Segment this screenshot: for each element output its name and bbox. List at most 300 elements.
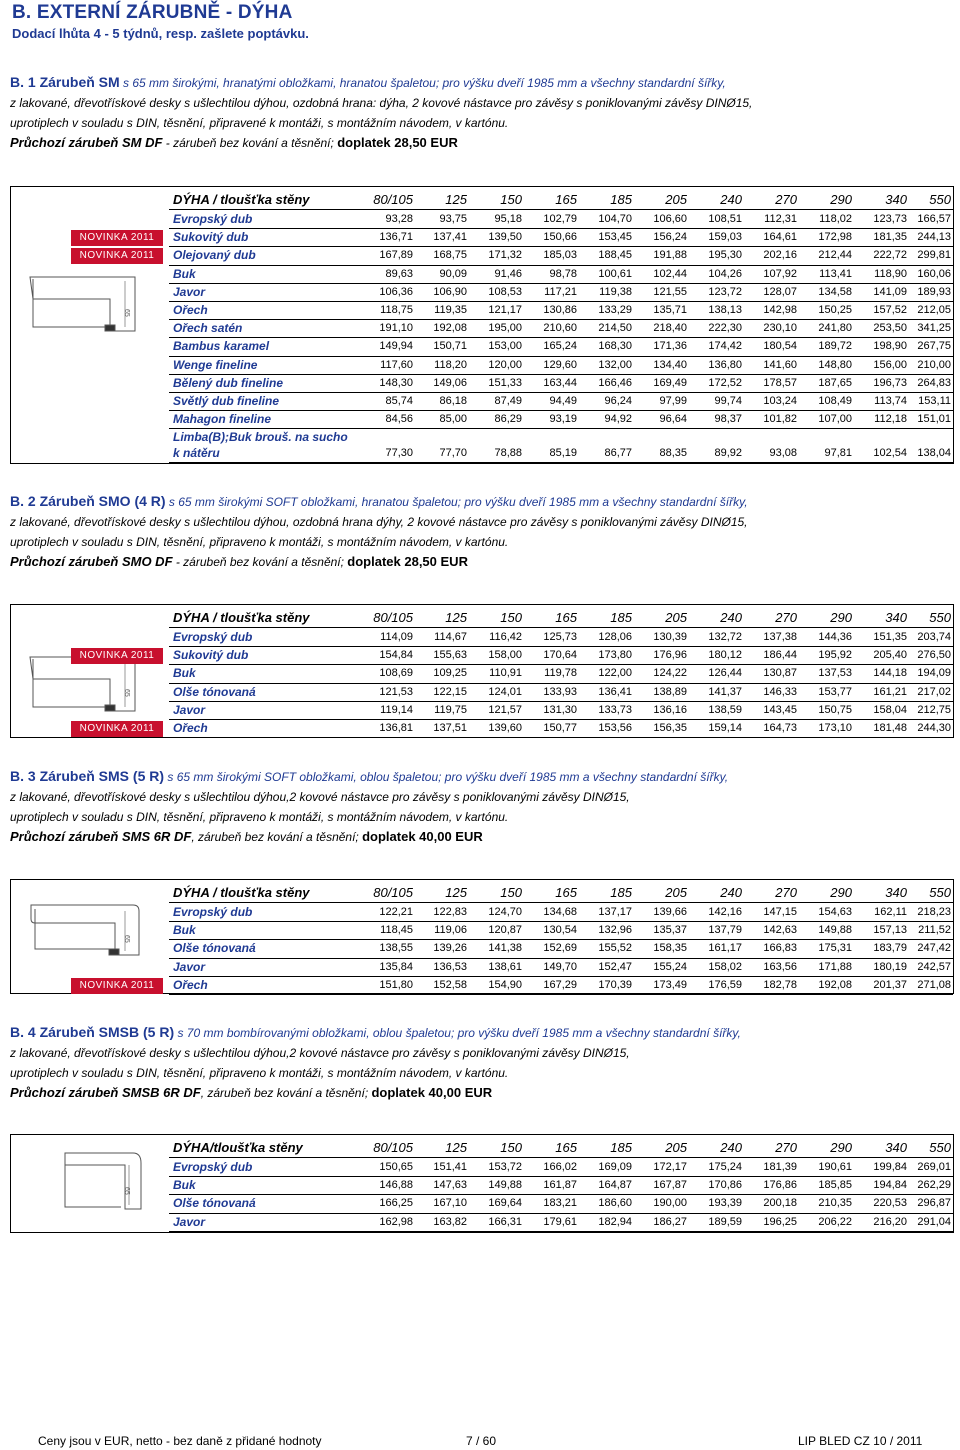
- price-cell: 149,06: [433, 376, 467, 389]
- header-underline: [169, 1157, 953, 1158]
- price-cell: 168,30: [598, 340, 632, 353]
- price-cell: 144,36: [818, 631, 852, 643]
- section-title-name: B. 1 Zárubeň SM: [10, 74, 120, 90]
- price-cell: 171,88: [818, 960, 852, 973]
- table-row: [11, 922, 953, 940]
- header-label: DÝHA/tloušťka stěny: [173, 1140, 303, 1155]
- column-header: 165: [555, 885, 577, 900]
- dimension-label: 65: [123, 1187, 130, 1195]
- price-cell: 143,45: [763, 703, 797, 716]
- price-cell: 112,31: [764, 213, 797, 225]
- price-cell: 131,30: [543, 703, 577, 716]
- price-cell: 189,93: [917, 285, 951, 298]
- price-cell: 135,37: [653, 924, 687, 937]
- price-cell: 146,33: [763, 685, 797, 698]
- price-cell: 153,11: [918, 395, 951, 407]
- table-row: [11, 266, 953, 284]
- price-cell: 125,73: [543, 631, 577, 643]
- section-df-line: [10, 1085, 492, 1100]
- section-df-line: [10, 554, 468, 569]
- price-cell: 192,08: [433, 322, 467, 335]
- df-surcharge: doplatek 28,50 EUR: [337, 135, 458, 150]
- price-cell: 132,96: [598, 924, 632, 937]
- price-cell: 210,35: [818, 1197, 852, 1210]
- price-cell: 137,41: [433, 231, 467, 244]
- table-row: [11, 1195, 953, 1213]
- table-header-row: [11, 609, 953, 627]
- column-header: 165: [555, 610, 577, 625]
- price-cell: 107,92: [763, 267, 797, 280]
- price-cell: 100,61: [598, 267, 632, 280]
- table-row: [11, 429, 953, 463]
- price-cell: 296,87: [917, 1197, 951, 1210]
- price-cell: 151,80: [379, 978, 413, 991]
- table-row: [11, 375, 953, 393]
- column-header: 340: [885, 1140, 907, 1155]
- column-header: 240: [720, 1140, 742, 1155]
- price-cell: 113,41: [819, 267, 852, 280]
- price-cell: 210,00: [917, 358, 951, 371]
- column-header: 340: [885, 610, 907, 625]
- price-cell: 152,58: [433, 978, 467, 991]
- price-cell: 158,02: [708, 960, 742, 973]
- price-cell: 180,54: [763, 340, 797, 353]
- price-cell: 85,74: [385, 395, 413, 407]
- price-cell: 157,13: [873, 924, 907, 937]
- price-cell: 167,10: [433, 1197, 467, 1210]
- price-cell: 135,84: [379, 960, 413, 973]
- price-cell: 220,53: [873, 1197, 907, 1210]
- novinka-badge: NOVINKA 2011: [71, 978, 163, 994]
- row-label: Sukovitý dub: [173, 230, 249, 245]
- dimension-label: 65: [123, 935, 130, 943]
- price-cell: 121,53: [379, 685, 413, 698]
- price-cell: 171,32: [488, 249, 522, 262]
- price-cell: 120,87: [488, 924, 522, 937]
- novinka-badge: NOVINKA 2011: [71, 248, 163, 264]
- price-cell: 187,65: [818, 376, 852, 389]
- section-df-line: [10, 829, 483, 844]
- price-cell: 122,15: [433, 685, 467, 698]
- column-header: 185: [610, 610, 632, 625]
- section-description-line: uprotiplech v souladu s DIN, těsnění, připravené k montáži, s montážním návodem, v kartónu.: [10, 116, 509, 130]
- df-note: , zárubeň bez kování a těsnění;: [191, 830, 363, 844]
- price-cell: 152,69: [543, 942, 577, 955]
- price-cell: 129,60: [543, 358, 577, 371]
- row-label: Evropský dub: [173, 905, 253, 919]
- df-name: Průchozí zárubeň SMS 6R DF: [10, 829, 192, 844]
- row-label: Buk: [173, 923, 196, 938]
- price-table: [10, 604, 954, 738]
- section-description-line: z lakované, dřevotřískové desky s ušlechtilou dýhou, ozdobná hrana: dýha, 2 kovové nástavce pro závěsy s poniklovanými závěsy DINØ15,: [10, 96, 753, 110]
- row-label: Javor: [173, 959, 206, 974]
- price-cell: 186,27: [653, 1215, 687, 1228]
- row-label: Wenge fineline: [173, 357, 258, 372]
- table-row: [11, 665, 953, 683]
- table-row: [11, 393, 953, 411]
- price-table: [10, 186, 954, 464]
- price-cell: 341,25: [917, 322, 951, 335]
- price-cell: 156,00: [873, 358, 907, 371]
- price-cell: 114,09: [380, 631, 413, 643]
- price-cell: 122,83: [433, 906, 467, 918]
- header-underline: [169, 209, 953, 210]
- column-header: 205: [665, 192, 687, 207]
- price-cell: 161,17: [708, 942, 742, 955]
- column-header: 550: [929, 610, 951, 625]
- table-row: [11, 647, 953, 665]
- price-cell: 166,83: [763, 942, 797, 955]
- price-cell: 153,56: [598, 722, 632, 734]
- column-header: 150: [500, 192, 522, 207]
- section-description-line: z lakované, dřevotřískové desky s ušlechtilou dýhou, ozdobná hrana dýhy, 2 kovové nástavce pro závěsy s poniklovanými závěsy DINØ15,: [10, 515, 748, 529]
- row-label: Olše tónovaná: [173, 684, 256, 699]
- price-cell: 138,13: [708, 304, 742, 316]
- price-cell: 193,39: [708, 1197, 742, 1210]
- price-cell: 218,40: [653, 322, 687, 335]
- price-cell: 148,30: [379, 376, 413, 389]
- price-table: [10, 879, 954, 994]
- price-cell: 89,63: [385, 267, 413, 280]
- price-cell: 167,89: [379, 249, 413, 262]
- price-cell: 130,87: [763, 667, 797, 680]
- section-title-name: B. 2 Zárubeň SMO (4 R): [10, 493, 166, 509]
- price-cell: 269,01: [917, 1161, 951, 1173]
- price-cell: 99,74: [714, 395, 742, 407]
- column-header: 340: [885, 192, 907, 207]
- price-cell: 147,63: [433, 1179, 467, 1192]
- column-header: 150: [500, 885, 522, 900]
- table-header-row: [11, 884, 953, 902]
- column-header: 270: [775, 1140, 797, 1155]
- column-header: 205: [665, 610, 687, 625]
- price-cell: 119,35: [434, 304, 467, 316]
- row-label: Bělený dub fineline: [173, 375, 284, 390]
- price-cell: 244,13: [917, 231, 951, 244]
- row-underline: [169, 737, 953, 738]
- price-cell: 106,60: [653, 213, 687, 225]
- column-header: 80/105: [373, 610, 413, 625]
- price-cell: 89,92: [714, 447, 742, 460]
- price-cell: 170,64: [543, 649, 577, 662]
- price-cell: 168,75: [433, 249, 467, 262]
- price-cell: 90,09: [439, 267, 467, 280]
- row-label: Sukovitý dub: [173, 648, 249, 663]
- price-cell: 137,51: [433, 722, 467, 734]
- price-cell: 158,00: [488, 649, 522, 662]
- table-row: [11, 1214, 953, 1232]
- price-cell: 153,72: [488, 1161, 522, 1173]
- price-cell: 291,04: [917, 1215, 951, 1228]
- section-title-name: B. 3 Zárubeň SMS (5 R): [10, 768, 165, 784]
- section-description-line: uprotiplech v souladu s DIN, těsnění, připraveno k montáži, s montážním návodem, v kartónu.: [10, 535, 509, 549]
- price-cell: 139,26: [433, 942, 467, 955]
- price-cell: 169,64: [488, 1197, 522, 1210]
- section-description-line: uprotiplech v souladu s DIN, těsnění, připraveno k montáži, s montážním návodem, v kartónu.: [10, 810, 509, 824]
- price-cell: 137,17: [598, 906, 632, 918]
- price-cell: 171,36: [653, 340, 687, 353]
- price-cell: 164,87: [598, 1179, 632, 1192]
- price-cell: 167,29: [543, 978, 577, 991]
- price-cell: 151,01: [917, 413, 951, 426]
- price-cell: 121,55: [653, 285, 687, 298]
- price-cell: 173,49: [653, 978, 687, 991]
- price-cell: 182,78: [763, 978, 797, 991]
- column-header: 125: [445, 610, 467, 625]
- price-cell: 216,20: [873, 1215, 907, 1228]
- price-cell: 86,77: [604, 447, 632, 460]
- table-row: [11, 211, 953, 229]
- df-surcharge: doplatek 40,00 EUR: [362, 829, 483, 844]
- row-label: Olše tónovaná: [173, 1196, 256, 1211]
- price-cell: 119,75: [434, 703, 467, 716]
- price-cell: 185,03: [543, 249, 577, 262]
- price-cell: 182,94: [598, 1215, 632, 1228]
- price-cell: 206,22: [818, 1215, 852, 1228]
- price-cell: 142,16: [708, 906, 742, 918]
- price-cell: 186,44: [763, 649, 797, 662]
- column-header: 240: [720, 192, 742, 207]
- price-cell: 97,81: [824, 447, 852, 460]
- row-label: Buk: [173, 266, 196, 281]
- row-underline: [169, 994, 953, 995]
- price-cell: 244,30: [917, 722, 951, 734]
- df-surcharge: doplatek 40,00 EUR: [371, 1085, 493, 1100]
- price-cell: 163,82: [433, 1215, 467, 1228]
- price-cell: 88,35: [659, 447, 687, 460]
- price-cell: 108,49: [818, 395, 852, 407]
- price-cell: 124,70: [488, 906, 522, 918]
- column-header: 340: [885, 885, 907, 900]
- price-cell: 150,77: [543, 722, 577, 734]
- column-header: 550: [929, 1140, 951, 1155]
- price-cell: 217,02: [917, 685, 951, 698]
- price-cell: 101,82: [763, 413, 797, 426]
- row-label: Olejovaný dub: [173, 248, 256, 263]
- price-cell: 134,58: [818, 285, 852, 298]
- footer-code: LIP BLED CZ 10 / 2011: [798, 1434, 923, 1448]
- price-cell: 136,71: [379, 231, 413, 244]
- price-cell: 119,06: [434, 924, 467, 937]
- price-cell: 166,31: [488, 1215, 522, 1228]
- price-cell: 150,25: [818, 304, 852, 316]
- column-header: 125: [445, 192, 467, 207]
- price-cell: 230,10: [763, 322, 797, 335]
- price-cell: 126,44: [708, 667, 742, 680]
- price-cell: 195,30: [708, 249, 742, 262]
- price-cell: 133,93: [543, 685, 577, 698]
- section-df-line: [10, 135, 458, 150]
- table-row: [11, 1177, 953, 1195]
- footer-note: Ceny jsou v EUR, netto - bez daně z přidané hodnoty: [38, 1434, 322, 1448]
- section-description-line: uprotiplech v souladu s DIN, těsnění, připraveno k montáži, s montážním návodem, v kartónu.: [10, 1066, 509, 1080]
- price-cell: 152,47: [598, 960, 632, 973]
- price-cell: 199,84: [873, 1161, 907, 1173]
- price-cell: 87,49: [494, 395, 522, 407]
- price-cell: 149,88: [488, 1179, 522, 1192]
- column-header: 205: [665, 885, 687, 900]
- price-cell: 180,12: [708, 649, 742, 662]
- price-cell: 118,45: [380, 924, 413, 937]
- price-cell: 96,64: [659, 413, 687, 426]
- price-cell: 155,52: [598, 942, 632, 955]
- price-cell: 189,59: [708, 1215, 742, 1228]
- price-cell: 183,21: [543, 1197, 577, 1210]
- price-cell: 106,90: [433, 285, 467, 298]
- price-cell: 130,86: [543, 304, 577, 316]
- header-label: DÝHA / tloušťka stěny: [173, 192, 310, 207]
- row-label: Buk: [173, 666, 196, 681]
- price-cell: 158,35: [653, 942, 687, 955]
- price-cell: 141,09: [873, 285, 907, 298]
- price-cell: 157,52: [873, 304, 907, 316]
- header-underline: [169, 627, 953, 628]
- price-cell: 141,37: [708, 685, 742, 698]
- price-cell: 84,56: [385, 413, 413, 426]
- price-cell: 102,79: [543, 213, 577, 225]
- price-cell: 94,92: [604, 413, 632, 426]
- price-cell: 191,10: [379, 322, 413, 335]
- price-cell: 178,57: [763, 376, 797, 389]
- price-cell: 137,53: [818, 667, 852, 680]
- price-cell: 188,45: [598, 249, 632, 262]
- price-cell: 118,75: [380, 304, 413, 316]
- column-header: 125: [445, 885, 467, 900]
- price-cell: 189,72: [818, 340, 852, 353]
- price-cell: 276,50: [917, 649, 951, 662]
- table-row: [11, 229, 953, 247]
- price-cell: 163,44: [543, 376, 577, 389]
- row-label: Mahagon fineline: [173, 412, 272, 427]
- price-cell: 108,51: [708, 213, 742, 225]
- section-title-description: s 65 mm širokými SOFT obložkami, oblou špaletou; pro výšku dveří 1985 mm a všechny standardní šířky,: [164, 770, 729, 784]
- table-row: [11, 357, 953, 375]
- price-cell: 147,15: [763, 906, 797, 918]
- price-cell: 160,06: [917, 267, 951, 280]
- section-title-name: B. 4 Zárubeň SMSB (5 R): [10, 1024, 175, 1040]
- price-cell: 158,04: [873, 703, 907, 716]
- price-cell: 166,25: [379, 1197, 413, 1210]
- price-cell: 299,81: [917, 249, 951, 262]
- price-cell: 132,00: [598, 358, 632, 371]
- row-label: Evropský dub: [173, 1160, 253, 1174]
- column-header: 270: [775, 192, 797, 207]
- price-cell: 136,16: [653, 703, 687, 716]
- page-title: B. EXTERNÍ ZÁRUBNĚ - DÝHA: [12, 2, 293, 23]
- price-cell: 103,24: [763, 395, 797, 407]
- price-cell: 139,66: [653, 906, 687, 918]
- price-cell: 136,41: [598, 685, 632, 698]
- price-cell: 214,50: [598, 322, 632, 335]
- price-cell: 179,61: [543, 1215, 577, 1228]
- section-title: [10, 768, 728, 784]
- price-cell: 93,28: [385, 213, 413, 225]
- price-cell: 267,75: [917, 340, 951, 353]
- price-cell: 165,24: [543, 340, 577, 353]
- price-cell: 159,14: [708, 722, 742, 734]
- price-cell: 93,75: [439, 213, 467, 225]
- price-cell: 106,36: [379, 285, 413, 298]
- table-row: [11, 702, 953, 720]
- price-cell: 162,11: [874, 906, 907, 918]
- price-cell: 97,99: [659, 395, 687, 407]
- price-cell: 114,67: [434, 631, 467, 643]
- price-cell: 138,55: [379, 942, 413, 955]
- price-cell: 130,54: [543, 924, 577, 937]
- price-cell: 192,08: [818, 978, 852, 991]
- section-title: [10, 74, 726, 90]
- price-cell: 155,63: [433, 649, 467, 662]
- price-cell: 95,18: [494, 213, 522, 225]
- table-row: [11, 940, 953, 958]
- price-cell: 118,02: [819, 213, 852, 225]
- price-cell: 96,24: [604, 395, 632, 407]
- price-cell: 242,57: [917, 960, 951, 973]
- price-cell: 119,14: [380, 703, 413, 716]
- price-cell: 195,92: [818, 649, 852, 662]
- price-cell: 169,49: [653, 376, 687, 389]
- price-cell: 117,60: [380, 358, 413, 371]
- price-cell: 175,31: [818, 942, 852, 955]
- price-cell: 130,39: [653, 631, 687, 643]
- price-cell: 166,57: [917, 213, 951, 225]
- price-cell: 139,60: [488, 722, 522, 734]
- price-cell: 138,61: [488, 960, 522, 973]
- price-cell: 136,53: [433, 960, 467, 973]
- price-cell: 108,69: [379, 667, 413, 680]
- column-header: 290: [830, 610, 852, 625]
- price-cell: 77,30: [385, 447, 413, 460]
- price-cell: 181,39: [763, 1161, 797, 1173]
- price-cell: 104,26: [708, 267, 742, 280]
- price-cell: 181,48: [873, 722, 907, 734]
- column-header: 290: [830, 1140, 852, 1155]
- price-cell: 150,66: [543, 231, 577, 244]
- price-cell: 163,56: [763, 960, 797, 973]
- price-table: [10, 1134, 954, 1233]
- df-note: - zárubeň bez kování a těsnění;: [162, 136, 338, 150]
- price-cell: 110,91: [489, 667, 522, 680]
- price-cell: 117,21: [544, 285, 577, 298]
- price-cell: 98,78: [549, 267, 577, 280]
- price-cell: 185,85: [818, 1179, 852, 1192]
- price-cell: 85,19: [549, 447, 577, 460]
- price-cell: 167,87: [653, 1179, 687, 1192]
- row-label: Buk: [173, 1178, 196, 1193]
- df-name: Průchozí zárubeň SM DF: [10, 135, 163, 150]
- price-cell: 144,18: [873, 667, 907, 680]
- price-cell: 170,86: [708, 1179, 742, 1192]
- price-cell: 109,25: [433, 667, 467, 680]
- price-cell: 150,75: [818, 703, 852, 716]
- price-cell: 176,96: [653, 649, 687, 662]
- column-header: 240: [720, 885, 742, 900]
- price-cell: 271,08: [917, 978, 951, 991]
- price-cell: 149,94: [379, 340, 413, 353]
- price-cell: 153,00: [488, 340, 522, 353]
- table-row: [11, 904, 953, 922]
- column-header: 550: [929, 192, 951, 207]
- column-header: 80/105: [373, 192, 413, 207]
- column-header: 240: [720, 610, 742, 625]
- price-cell: 151,41: [433, 1161, 467, 1173]
- section-title-description: s 65 mm širokými, hranatými obložkami, hranatou špaletou; pro výšku dveří 1985 mm a všechny standardní šířky,: [119, 76, 726, 90]
- table-row: [11, 977, 953, 995]
- price-cell: 119,38: [599, 285, 632, 298]
- novinka-badge: NOVINKA 2011: [71, 721, 163, 737]
- price-cell: 134,68: [543, 906, 577, 918]
- price-cell: 119,78: [544, 667, 577, 680]
